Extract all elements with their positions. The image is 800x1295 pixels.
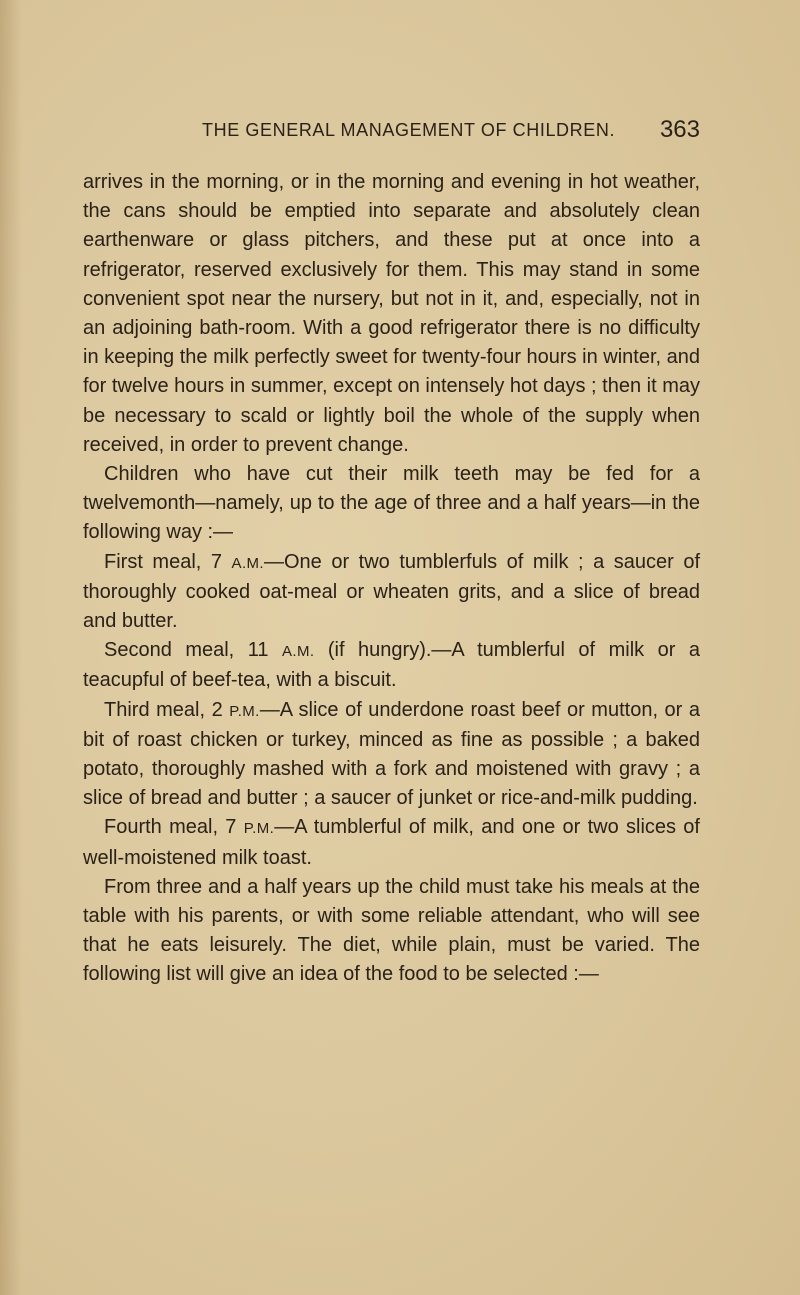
meal-fourth xyxy=(83,813,700,872)
meal-second-lead: Second meal, 11 xyxy=(104,639,282,662)
meal-third-text: —A slice of underdone roast beef or mutton, or a bit of roast chicken or turkey, minced as fine as possible ; a baked potato, thoroughly mashed with a fork and moistened with gravy ; a slice of bread and butter ; a saucer of junket or rice-and-milk pudding. xyxy=(83,698,701,810)
meal-second-text: (if hungry).—A tumblerful of milk or a teacupful of beef-tea, with a biscuit. xyxy=(83,639,701,692)
meal-first-lead: First meal, 7 xyxy=(104,550,232,573)
body-text xyxy=(83,168,700,990)
meal-second xyxy=(83,636,700,695)
paragraph-intro: Children who have cut their milk teeth may be fed for a twelvemonth—namely, up to the age of three and a half years—in the following way :— xyxy=(83,463,700,544)
meal-second-time: A.M. xyxy=(281,643,315,661)
meal-first-time: A.M. xyxy=(231,554,264,572)
meal-first-text: —One or two tumblerfuls of milk ; a saucer of thoroughly cooked oat-meal or wheaten grits, and a slice of bread and butter. xyxy=(83,550,701,633)
paragraph-continued: arrives in the morning, or in the morning and evening in hot weather, the cans should be emptied into separate and absolutely clean earthenware or glass pitchers, and these put at once into a refrigerator, reserved exclusively for them. This may stand in some convenient spot near the nursery, but not in it, and, especially, not in an adjoining bath-room. With a good refrigerator there is no difficulty in keeping the milk perfectly sweet for twenty-four hours in winter, and for twelve hours in summer, except on intensely hot days ; then it may be necessary to scald or lightly boil the whole of the supply when received, in order to prevent change. xyxy=(83,171,700,456)
meal-fourth-lead: Fourth meal, 7 xyxy=(104,816,244,839)
running-head: THE GENERAL MANAGEMENT OF CHILDREN. xyxy=(202,120,616,140)
meal-third xyxy=(83,696,700,814)
page-gutter-shadow xyxy=(0,0,22,1295)
paragraph-closing: From three and a half years up the child must take his meals at the table with his parents, or with some reliable attendant, who will see that he eats leisurely. The diet, while plain, must be varied. The following list will give an idea of the food to be selected :— xyxy=(83,875,700,986)
page-header xyxy=(202,118,700,148)
page-number: 363 xyxy=(659,116,700,143)
meal-third-lead: Third meal, 2 xyxy=(104,698,230,721)
meal-third-time: P.M. xyxy=(229,702,260,720)
meal-fourth-time: P.M. xyxy=(243,820,275,838)
meal-fourth-text: —A tumblerful of milk, and one or two slices of well-moistened milk toast. xyxy=(83,816,700,869)
meal-first xyxy=(83,548,700,637)
